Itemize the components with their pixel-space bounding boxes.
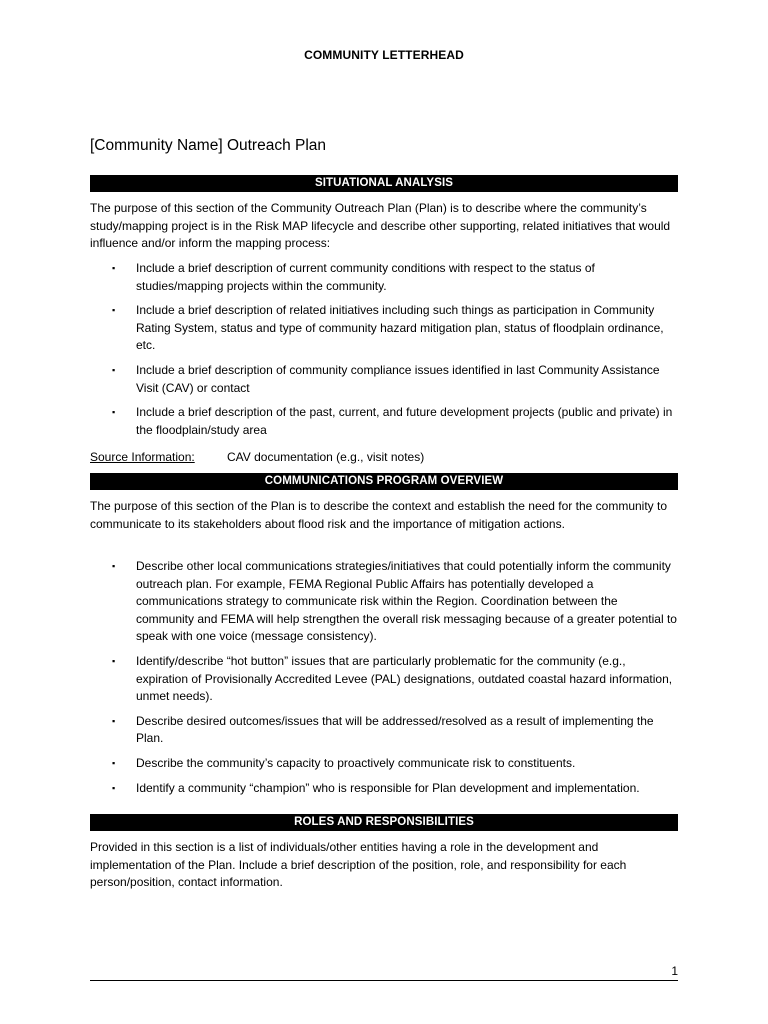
section-heading-roles-responsibilities: ROLES AND RESPONSIBILITIES [90,814,678,831]
list-item: ▪ Include a brief description of current community conditions with respect to the status of studies/mapping projects within the community. [112,261,595,293]
roles-intro: Provided in this section is a list of individuals/other entities having a role in the development and implementation of the Plan. Include a brief description of the position, role, and responsibility for each person/position, contact information. [90,840,627,890]
list-item: ▪ Describe other local communications strategies/initiatives that could potentially inform the community outreach plan. For example, FEMA Regional Public Affairs has potentially developed a communications strategy to communicate risk within the Region. Coordination between the community and FEMA will help strengthen the overall risk messaging because of a greater potential to speak with one voice (message consistency). [112,559,677,644]
list-item: ▪ Describe the community’s capacity to proactively communicate risk to constituents. [90,755,678,773]
communications-bullet-list [90,558,678,804]
list-item: ▪ Describe desired outcomes/issues that will be addressed/resolved as a result of implementing the Plan. [112,713,654,746]
list-item: ▪ Include a brief description of related initiatives including such things as participation in Community Rating System, status and type of community hazard mitigation plan, status of floodplain ordinance, etc. [112,303,664,353]
situational-intro: The purpose of this section of the Community Outreach Plan (Plan) is to describe where the community’s study/mapping project is in the Risk MAP lifecycle and describe other supporting, related initiatives that would influence and/or inform the mapping process: [90,201,671,251]
list-item: ▪ Include a brief description of the past, current, and future development projects (public and private) in the floodplain/study area [112,405,673,437]
document-page [90,0,678,1024]
bullet-icon: ▪ [112,305,116,316]
list-item: ▪ Identify a community “champion” who is responsible for Plan development and implementation. [90,780,678,798]
source-information-row [90,449,678,466]
footer-divider [90,980,678,981]
page-number: 1 [671,964,678,978]
situational-bullet-list [90,260,678,446]
bullet-icon: ▪ [112,263,116,273]
page-title: [Community Name] Outreach Plan [90,137,327,154]
list-item: ▪ Include a brief description of community compliance issues identified in last Community Assistance Visit (CAV) or contact [112,362,660,395]
bullet-icon: ▪ [112,715,116,726]
communications-intro: The purpose of this section of the Plan is to describe the context and establish the need for the community to communicate to its stakeholders about flood risk and the importance of mitigation actions. [90,499,668,531]
bullet-icon: ▪ [112,407,116,418]
section-heading-communications-overview: COMMUNICATIONS PROGRAM OVERVIEW [90,473,678,490]
source-information-value: CAV documentation (e.g., visit notes) [227,450,425,464]
list-item: ▪ Identify/describe “hot button” issues that are particularly problematic for the community (e.g., expiration of Provisionally Accredited Levee (PAL) designations, outdated coastal hazard information, unmet needs). [112,653,673,704]
section-heading-situational-analysis: SITUATIONAL ANALYSIS [90,175,678,192]
bullet-icon: ▪ [112,364,116,375]
bullet-icon: ▪ [112,561,116,571]
bullet-icon: ▪ [112,655,116,666]
source-information-label: Source Information: [90,450,195,464]
bullet-icon: ▪ [112,757,116,768]
bullet-icon: ▪ [112,782,116,793]
letterhead: COMMUNITY LETTERHEAD [304,48,464,62]
